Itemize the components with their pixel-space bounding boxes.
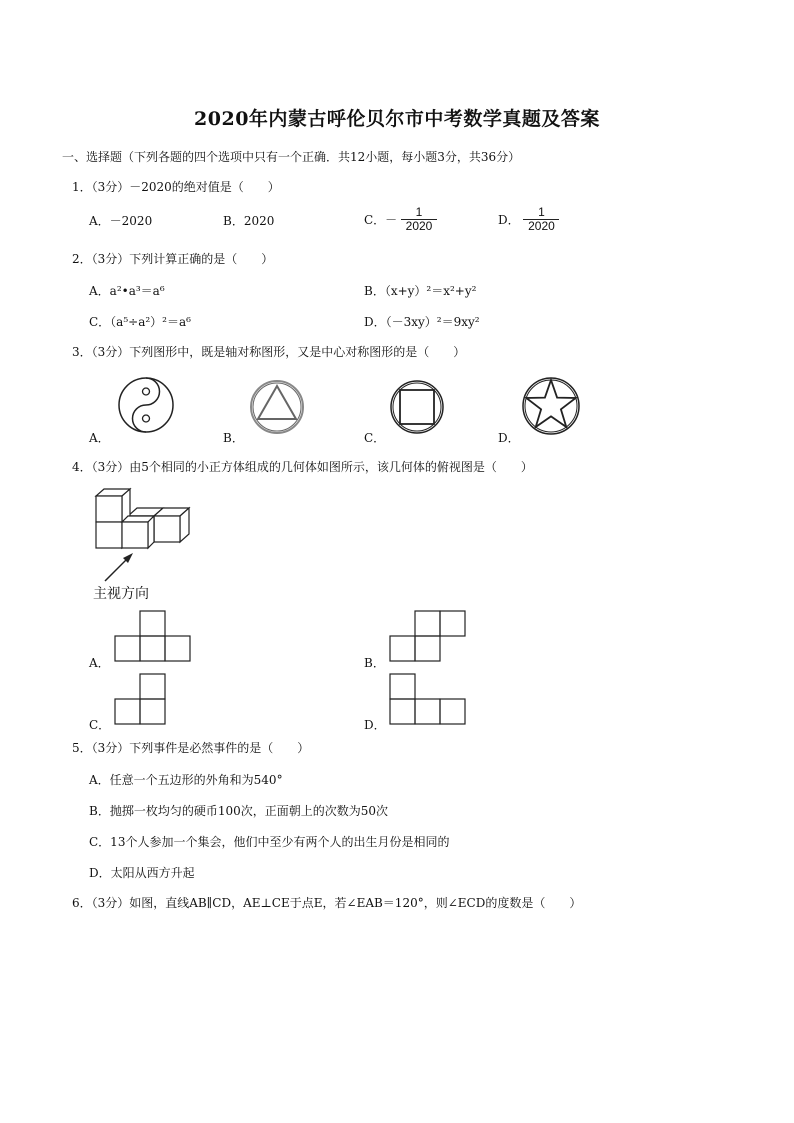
fraction-numerator: 1 <box>538 205 545 219</box>
q1-option-d-fraction <box>523 206 559 233</box>
q3-option-a: A． <box>89 431 110 445</box>
q3-option-d: D． <box>498 431 520 445</box>
q4-stem: 4．（3分）由5个相同的小正方体组成的几何体如图所示，该几何体的俯视图是（ ） <box>72 460 533 474</box>
q1-option-d <box>498 206 559 233</box>
q1-option-d-label: D． <box>498 213 520 227</box>
cube-solid-figure <box>92 488 192 553</box>
q1-option-b: B．2020 <box>223 214 275 228</box>
q1-option-c <box>364 206 437 233</box>
view-direction-label: 主视方向 <box>93 585 149 601</box>
square-in-circle-figure <box>389 379 445 435</box>
yin-yang-figure <box>117 376 175 434</box>
q1-option-a: A．－2020 <box>89 214 153 228</box>
q2-option-a: A．a²•a³＝a⁶ <box>89 284 165 298</box>
q6-stem: 6．（3分）如图，直线AB∥CD，AE⊥CE于点E，若∠EAB＝120°，则∠ECD的度数是（ ） <box>72 896 582 910</box>
q3-stem: 3．（3分）下列图形中，既是轴对称图形，又是中心对称图形的是（ ） <box>72 345 466 359</box>
q5-option-d: D．太阳从西方升起 <box>89 866 195 880</box>
q2-stem: 2．（3分）下列计算正确的是（ ） <box>72 252 274 266</box>
fraction-denominator: 2020 <box>528 219 555 233</box>
fraction-numerator: 1 <box>415 205 423 219</box>
q5-option-b: B．抛掷一枚均匀的硬币100次，正面朝上的次数为50次 <box>89 804 388 818</box>
q2-option-c: C．（a⁵÷a²）²＝a⁶ <box>89 315 191 329</box>
q4-option-a: A． <box>89 656 110 670</box>
top-view-a-figure <box>115 610 191 662</box>
top-view-c-figure <box>115 673 167 725</box>
star-in-circle-figure <box>521 376 581 436</box>
q2-option-b: B．（x+y）²＝x²+y² <box>364 284 477 298</box>
q5-stem: 5．（3分）下列事件是必然事件的是（ ） <box>72 741 310 755</box>
q1-option-c-fraction <box>401 206 437 233</box>
q4-option-b: B． <box>364 656 385 670</box>
top-view-b-figure <box>390 610 466 662</box>
q5-option-c: C．13个人参加一个集会，他们中至少有两个人的出生月份是相同的 <box>89 835 450 849</box>
page-title: 2020年内蒙古呼伦贝尔市中考数学真题及答案 <box>194 108 600 130</box>
fraction-denominator: 2020 <box>405 219 433 233</box>
q3-option-c: C． <box>364 431 386 445</box>
top-view-d-figure <box>390 673 466 725</box>
triangle-in-circle-figure <box>249 379 305 435</box>
q2-option-d: D．（－3xy）²＝9xy² <box>364 315 480 329</box>
view-direction-arrow <box>100 553 140 583</box>
q1-stem: 1．（3分）－2020的绝对值是（ ） <box>72 180 280 194</box>
q4-option-d: D． <box>364 718 386 732</box>
q4-option-c: C． <box>89 718 111 732</box>
section-heading: 一、选择题（下列各题的四个选项中只有一个正确．共12小题，每小题3分，共36分） <box>62 150 521 164</box>
q5-option-a: A．任意一个五边形的外角和为540° <box>89 773 283 787</box>
q3-option-b: B． <box>223 431 244 445</box>
q1-option-c-label: C．－ <box>364 213 398 227</box>
